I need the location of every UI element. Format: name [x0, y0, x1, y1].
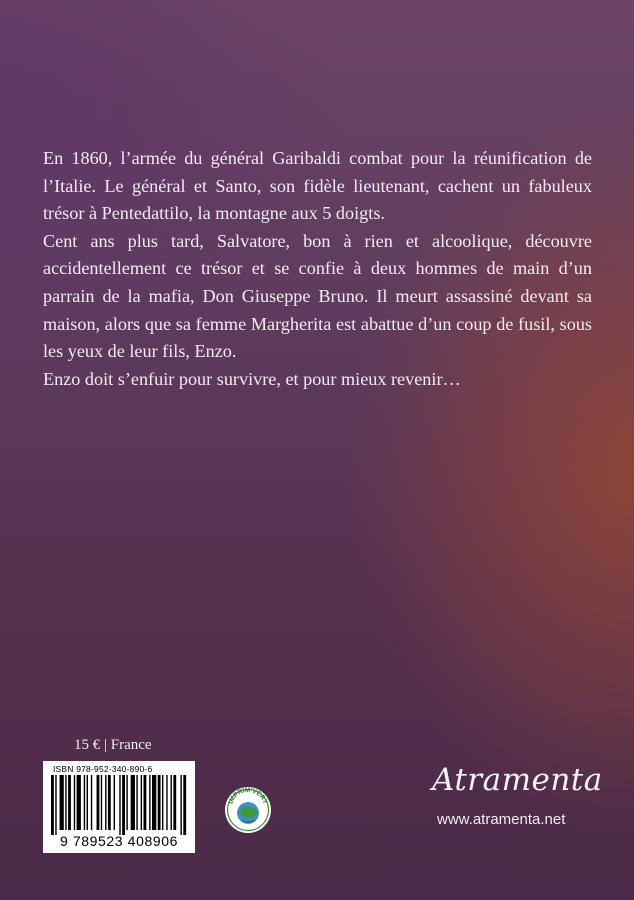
isbn-barcode [43, 761, 195, 853]
barcode-bars-icon [51, 775, 189, 835]
blurb-paragraph-2: Cent ans plus tard, Salvatore, bon à rien et alcoolique, découvre accidentellement ce trésor et se confie à deux hommes de main d’un parrain de la mafia, Don Giuseppe Bruno. Il meurt assassiné devant sa maison, alors que sa femme Margherita est abattue d’un coup de fusil, sous les yeux de leur fils, Enzo. [43, 230, 592, 362]
publisher-logo: Atramenta [432, 762, 603, 798]
publisher-website: www.atramenta.net [437, 811, 566, 828]
ean-digits: 9 789523 408906 [60, 833, 178, 849]
price-label: 15 € | France [74, 737, 152, 753]
blurb-paragraph-1: En 1860, l’armée du général Garibaldi combat pour la réunification de l’Italie. Le général et Santo, son fidèle lieutenant, cachent un fabuleux trésor à Pentedattilo, la montagne aux 5 doigts. [43, 148, 592, 224]
isbn-label: ISBN 978-952-340-890-6 [53, 764, 153, 774]
imprim-vert-badge-icon [224, 786, 272, 834]
blurb-paragraph-3: Enzo doit s’enfuir pour survivre, et pour mieux revenir… [43, 368, 461, 389]
eco-badge-label: IMPRIM'VERT [227, 786, 269, 805]
back-cover-blurb [43, 145, 592, 393]
